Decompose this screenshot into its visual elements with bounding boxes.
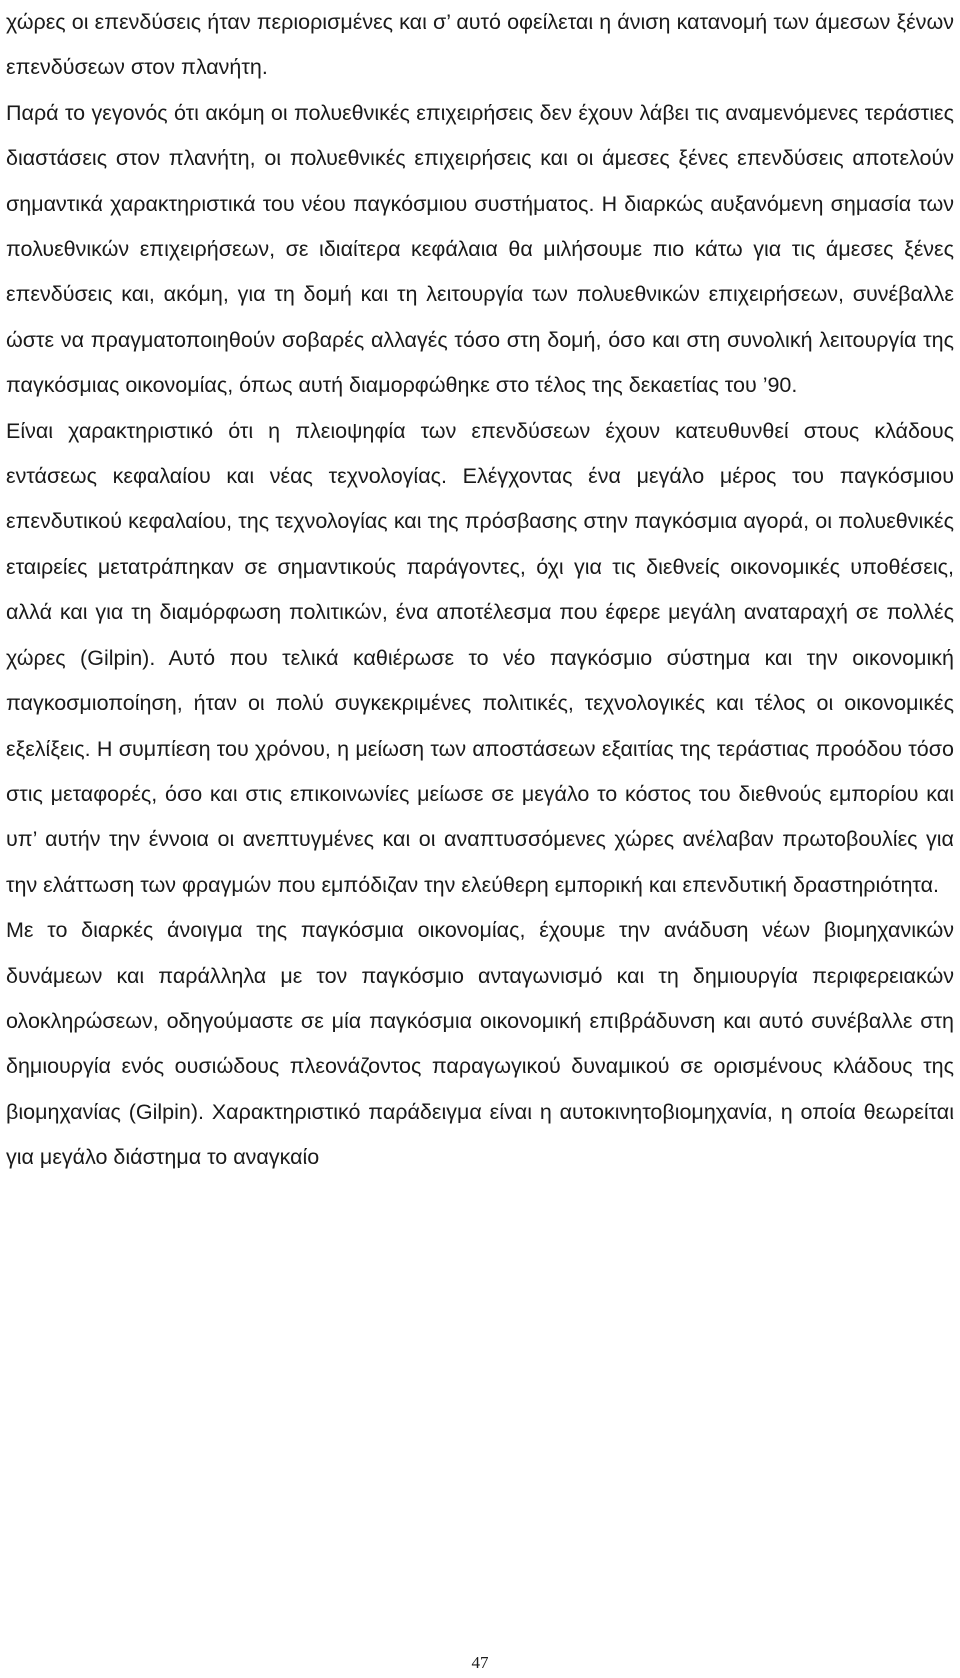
page-number: 47 (471, 1653, 489, 1672)
paragraph-3: Είναι χαρακτηριστικό ότι η πλειοψηφία των επενδύσεων έχουν κατευθυνθεί στους κλάδους εντάσεως κεφαλαίου και νέας τεχνολογίας. Ελέγχοντας ένα μεγάλο μέρος του παγκόσμιου επενδυτικού κεφαλαίου, της τεχνολογίας και της πρόσβασης στην παγκόσμια αγορά, οι πολυεθνικές εταιρείες μετατράπηκαν σε σημαντικούς παράγοντες, όχι για τις διεθνείς οικονομικές υποθέσεις, αλλά και για τη διαμόρφωση πολιτικών, ένα αποτέλεσμα που έφερε μεγάλη αναταραχή σε πολλές χώρες (Gilpin). Αυτό που τελικά καθιέρωσε το νέο παγκόσμιο σύστημα και την οικονομική παγκοσμιοποίηση, ήταν οι πολύ συγκεκριμένες πολιτικές, τεχνολογικές και τέλος οι οικονομικές εξελίξεις. Η συμπίεση του χρόνου, η μείωση των αποστάσεων εξαιτίας της τεράστιας προόδου τόσο στις μεταφορές, όσο και στις επικοινωνίες μείωσε σε μεγάλο το κόστος του διεθνούς εμπορίου και υπ’ αυτήν την έννοια οι ανεπτυγμένες και οι αναπτυσσόμενες χώρες ανέλαβαν πρωτοβουλίες για την ελάττωση των φραγμών που εμπόδιζαν την ελεύθερη εμπορική και επενδυτική δραστηριότητα. (6, 418, 954, 897)
paragraph-1: χώρες οι επενδύσεις ήταν περιορισμένες και σ’ αυτό οφείλεται η άνιση κατανομή των άμεσων ξένων επενδύσεων στον πλανήτη. (6, 10, 954, 80)
paragraph-4: Με το διαρκές άνοιγμα της παγκόσμια οικονομίας, έχουμε την ανάδυση νέων βιομηχανικών δυνάμεων και παράλληλα με τον παγκόσμιο ανταγωνισμό και τη δημιουργία περιφερειακών ολοκληρώσεων, οδηγούμαστε σε μία παγκόσμια οικονομική επιβράδυνση και αυτό συνέβαλλε στη δημιουργία ενός ουσιώδους πλεονάζοντος παραγωγικού δυναμικού σε ορισμένους κλάδους της βιομηχανίας (Gilpin). Χαρακτηριστικό παράδειγμα είναι η αυτοκινητοβιομηχανία, η οποία θεωρείται για μεγάλο διάστημα το αναγκαίο (6, 918, 954, 1170)
body-text (6, 0, 954, 1181)
paragraph-2: Παρά το γεγονός ότι ακόμη οι πολυεθνικές επιχειρήσεις δεν έχουν λάβει τις αναμενόμενες τεράστιες διαστάσεις στον πλανήτη, οι πολυεθνικές επιχειρήσεις και οι άμεσες ξένες επενδύσεις αποτελούν σημαντικά χαρακτηριστικά του νέου παγκόσμιου συστήματος. Η διαρκώς αυξανόμενη σημασία των πολυεθνικών επιχειρήσεων, σε ιδιαίτερα κεφάλαια θα μιλήσουμε πιο κάτω για τις άμεσες ξένες επενδύσεις και, ακόμη, για τη δομή και τη λειτουργία των πολυεθνικών επιχειρήσεων, συνέβαλλε ώστε να πραγματοποιηθούν σοβαρές αλλαγές τόσο στη δομή, όσο και στη συνολική λειτουργία της παγκόσμιας οικονομίας, όπως αυτή διαμορφώθηκε στο τέλος της δεκαετίας του ’90. (6, 100, 954, 398)
